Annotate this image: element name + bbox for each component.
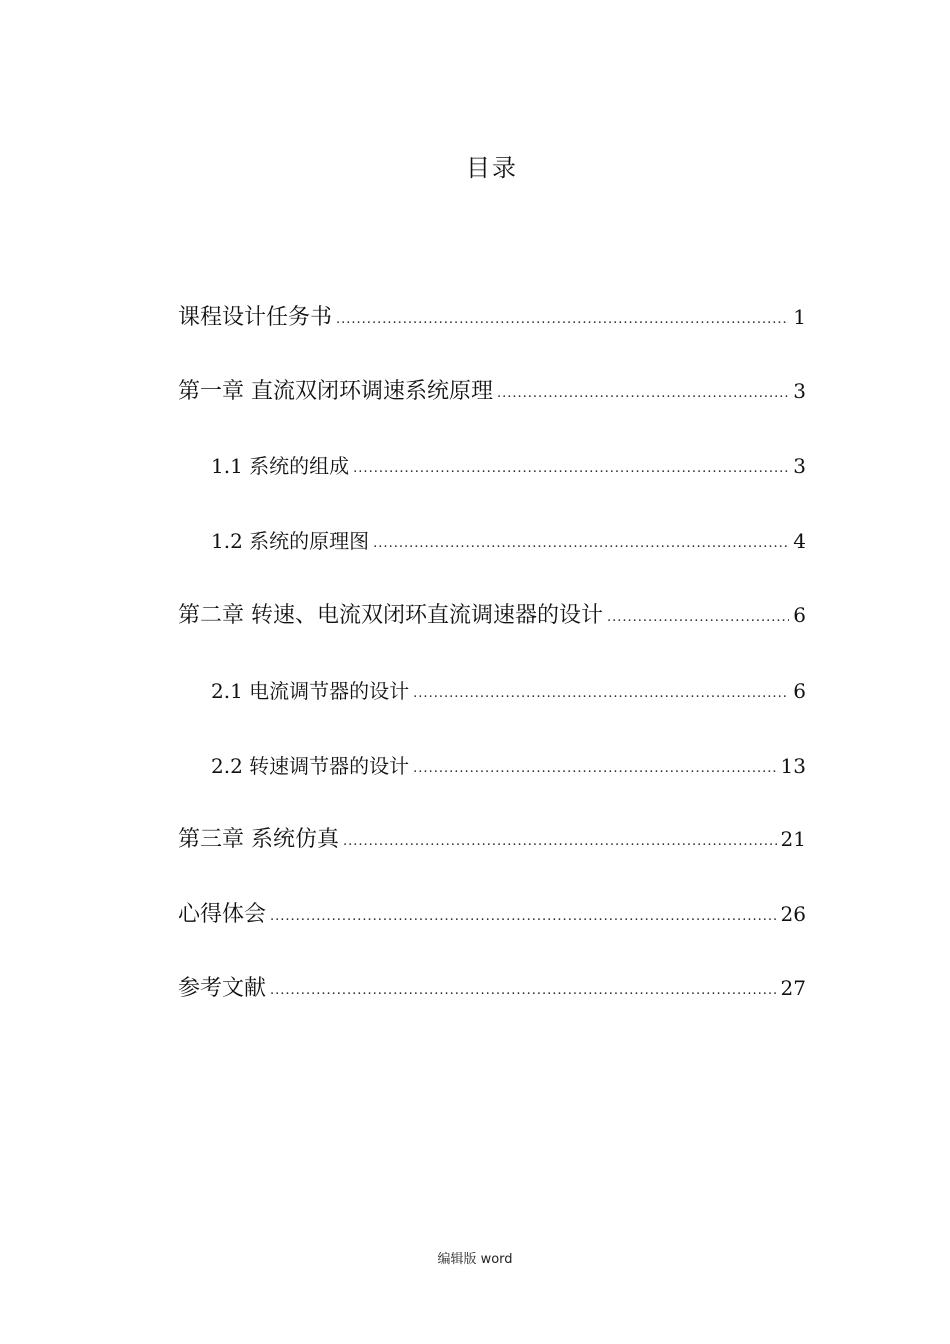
toc-entry[interactable] — [178, 374, 806, 408]
toc-dot-leader — [413, 752, 776, 786]
toc-dot-leader — [343, 825, 777, 859]
toc-entry-page: 3 — [793, 454, 806, 478]
toc-entry-label: 2.1 电流调节器的设计 — [211, 679, 410, 703]
toc-entry[interactable] — [211, 749, 806, 783]
toc-entry-page: 1 — [793, 305, 806, 329]
toc-entry-label: 课程设计任务书 — [178, 305, 333, 330]
toc-entry-page: 13 — [780, 754, 806, 778]
toc-dot-leader — [607, 601, 789, 635]
toc-entry-page: 21 — [780, 827, 806, 851]
toc-entry[interactable] — [211, 524, 806, 558]
toc-dot-leader — [497, 377, 789, 411]
page-title: 目录 — [466, 154, 518, 182]
toc-dot-leader — [373, 527, 789, 561]
toc-dot-leader — [413, 677, 789, 711]
toc-entry[interactable] — [178, 598, 806, 632]
toc-entry-page: 26 — [780, 902, 806, 926]
toc-entry[interactable] — [178, 897, 806, 931]
toc-entry-label: 参考文献 — [178, 976, 267, 1001]
toc-entry[interactable] — [211, 449, 806, 483]
toc-dot-leader — [336, 303, 789, 337]
toc-entry[interactable] — [178, 971, 806, 1005]
toc-entry-label: 第一章 直流双闭环调速系统原理 — [178, 379, 493, 404]
toc-dot-leader — [270, 900, 777, 934]
toc-entry-label: 1.2 系统的原理图 — [211, 529, 370, 553]
toc-entry-page: 4 — [793, 529, 806, 553]
toc-entry[interactable] — [178, 300, 806, 334]
toc-entry[interactable] — [178, 822, 806, 856]
toc-dot-leader — [270, 974, 777, 1008]
toc-entry-label: 1.1 系统的组成 — [211, 454, 350, 478]
toc-entry-page: 6 — [793, 679, 806, 703]
toc-dot-leader — [353, 452, 789, 486]
toc-entry-page: 6 — [793, 603, 806, 627]
toc-entry-label: 第二章 转速、电流双闭环直流调速器的设计 — [178, 603, 603, 628]
toc-entry[interactable] — [211, 674, 806, 708]
toc-entry-page: 27 — [780, 976, 806, 1000]
toc-entry-label: 心得体会 — [178, 902, 267, 927]
toc-entry-label: 第三章 系统仿真 — [178, 827, 339, 852]
toc-entry-label: 2.2 转速调节器的设计 — [211, 754, 410, 778]
page-footer: 编辑版 word — [437, 1252, 513, 1267]
toc-entry-page: 3 — [793, 379, 806, 403]
